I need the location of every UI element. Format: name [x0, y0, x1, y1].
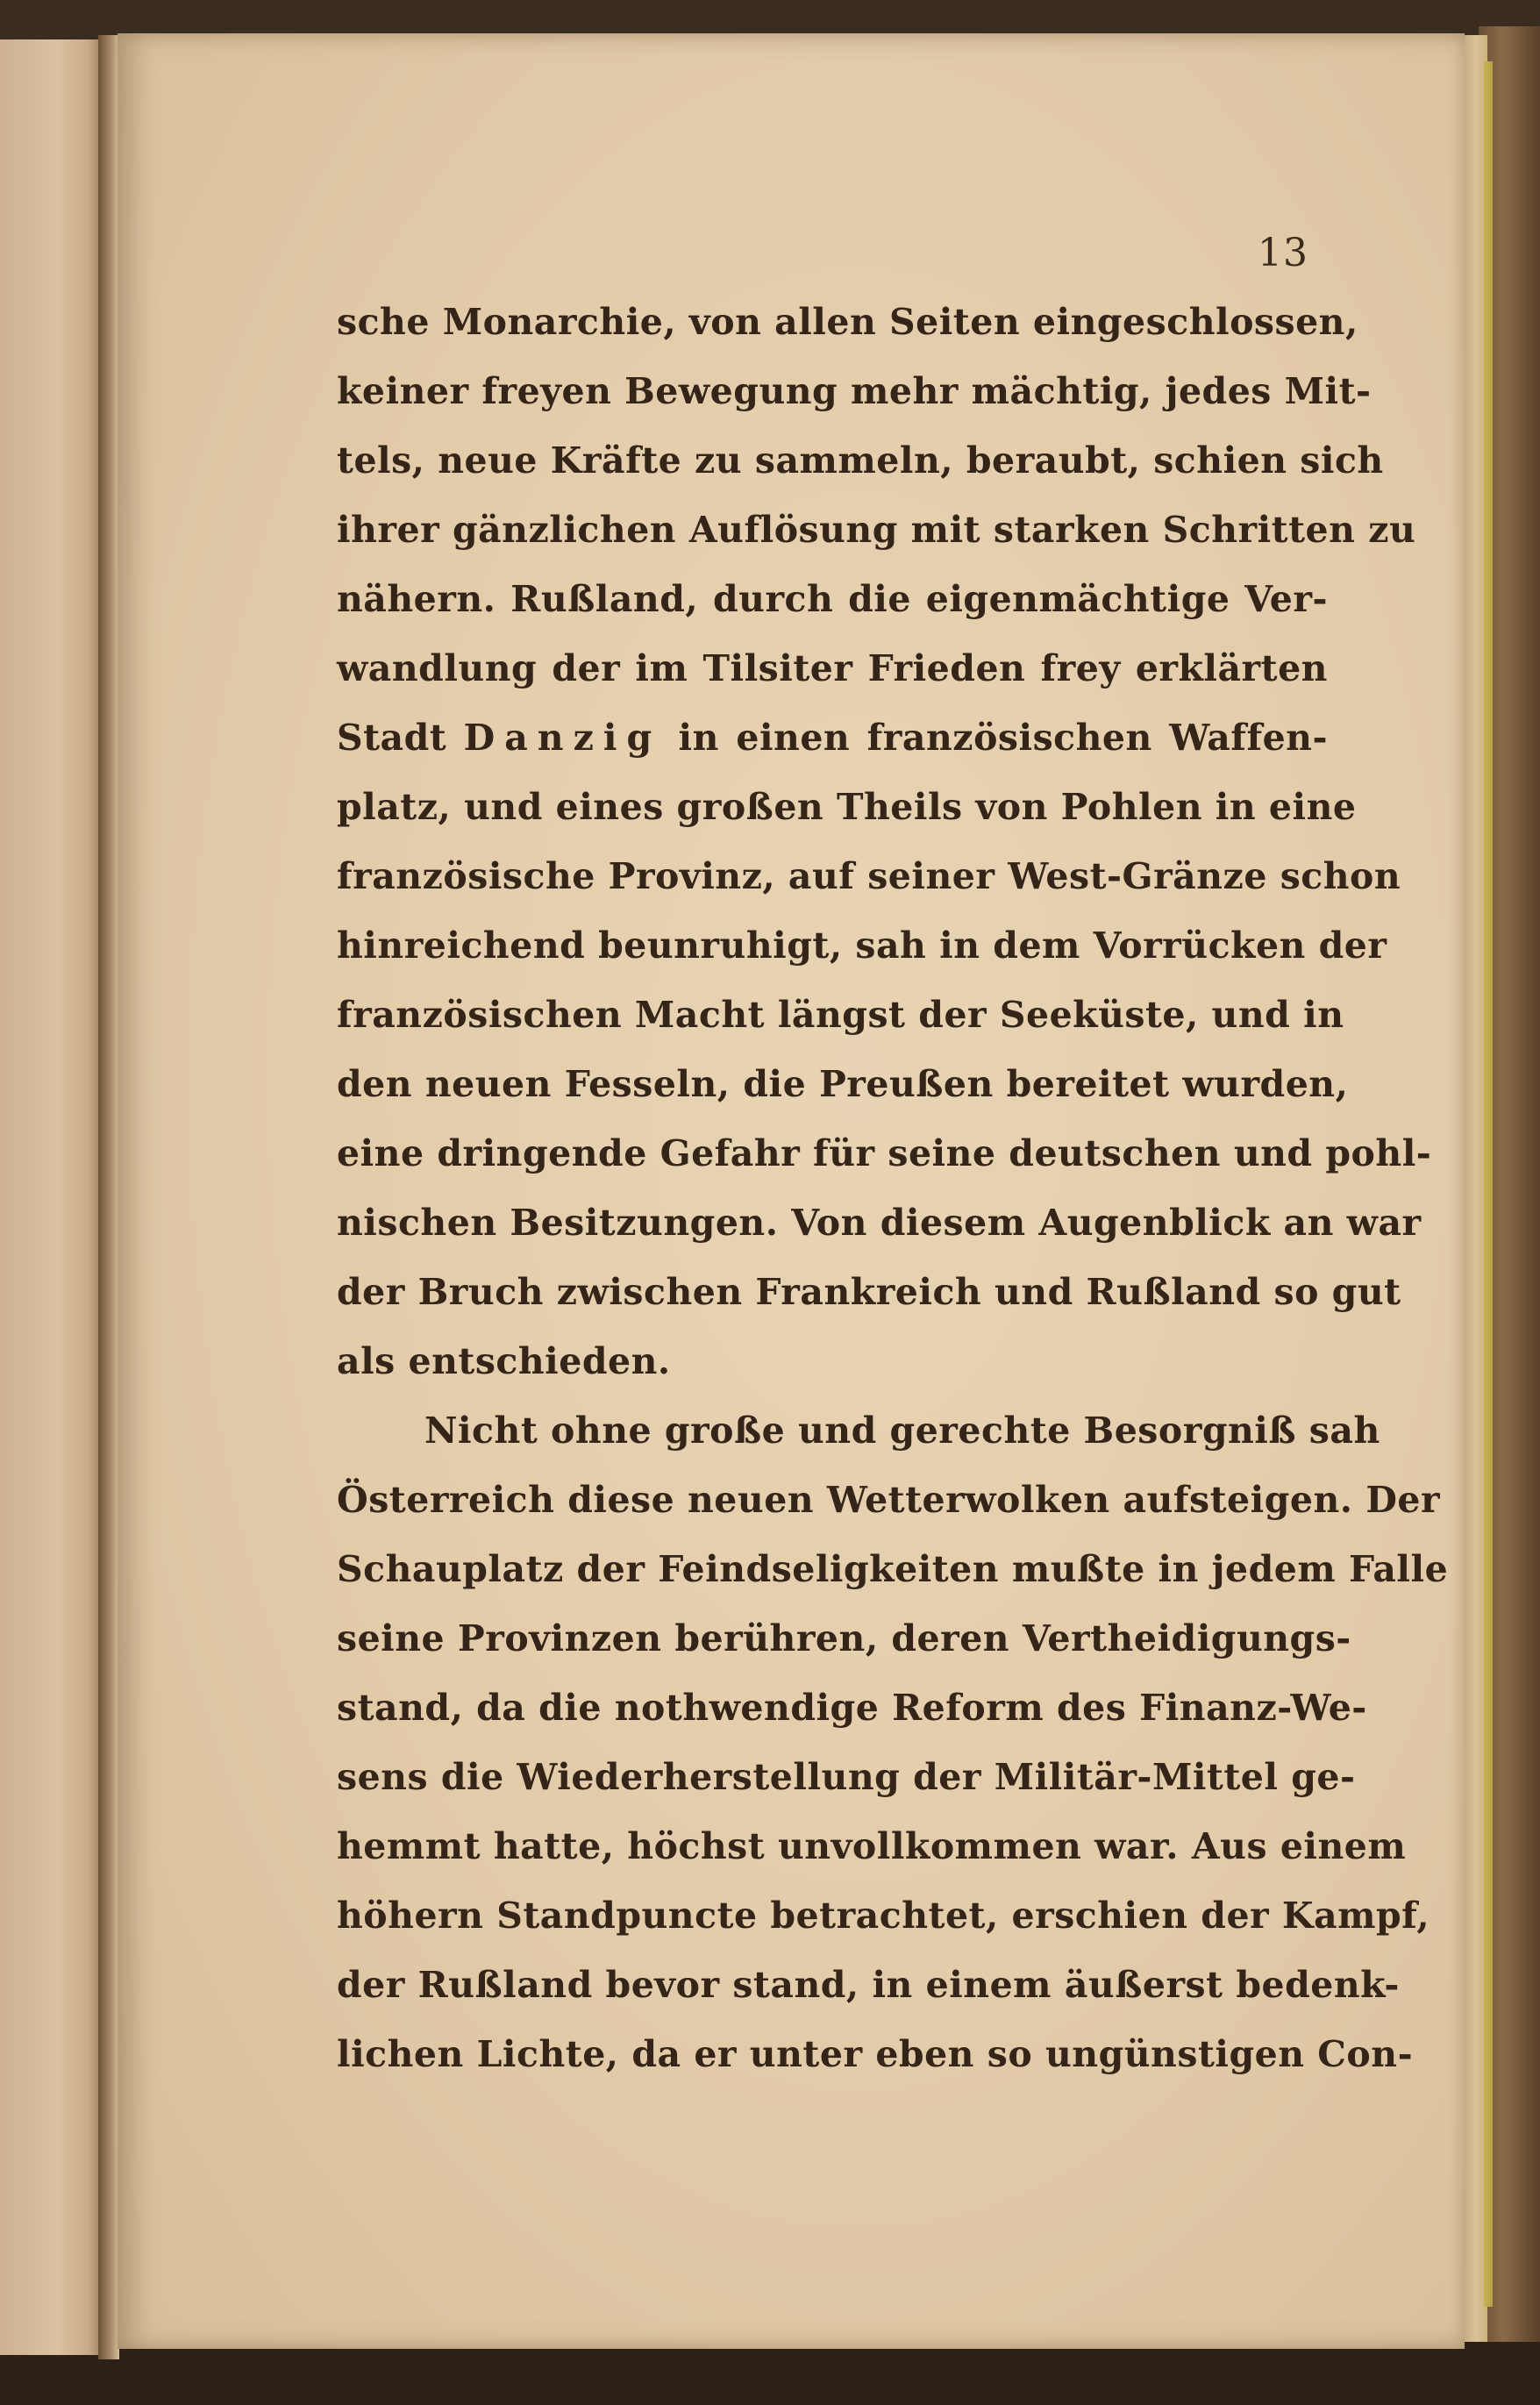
- text-line: wandlung der im Tilsiter Frieden frey erklärten: [337, 647, 1328, 689]
- facing-page-edge: [0, 39, 105, 2355]
- text-line: Nicht ohne große und gerechte Besorgniß sah: [424, 1409, 1380, 1452]
- text-line: nähern. Rußland, durch die eigenmächtige Ver-: [337, 578, 1328, 620]
- text-fragment: Stadt: [337, 717, 464, 759]
- page-number: 13: [1258, 231, 1308, 275]
- text-line: französische Provinz, auf seiner West-Gränze schon: [337, 855, 1401, 897]
- text-line: keiner freyen Bewegung mehr mächtig, jedes Mit-: [337, 370, 1372, 412]
- text-fragment: in einen französischen Waffen-: [661, 717, 1328, 759]
- text-line: hemmt hatte, höchst unvollkommen war. Aus einem: [337, 1825, 1407, 1867]
- text-line: den neuen Fesseln, die Preußen bereitet wurden,: [337, 1063, 1349, 1105]
- spaced-name-danzig: Danzig: [463, 717, 662, 759]
- text-line: nischen Besitzungen. Von diesem Augenblick an war: [337, 1202, 1422, 1244]
- text-line: der Rußland bevor stand, in einem äußerst bedenk-: [337, 1964, 1400, 2006]
- text-line: platz, und eines großen Theils von Pohlen in eine: [337, 786, 1357, 828]
- text-line: eine dringende Gefahr für seine deutschen und pohl-: [337, 1132, 1432, 1174]
- gilt-edge: [1484, 61, 1493, 2307]
- text-line: höhern Standpuncte betrachtet, erschien der Kampf,: [337, 1895, 1430, 1937]
- text-line: Österreich diese neuen Wetterwolken aufsteigen. Der: [337, 1479, 1441, 1521]
- text-line: als entschieden.: [337, 1340, 671, 1382]
- body-text: [337, 288, 1449, 2089]
- spine-gutter: [98, 35, 119, 2359]
- text-line: tels, neue Kräfte zu sammeln, beraubt, schien sich: [337, 439, 1384, 482]
- text-line: sens die Wiederherstellung der Militär-Mittel ge-: [337, 1756, 1356, 1798]
- text-line: hinreichend beunruhigt, sah in dem Vorrücken der: [337, 924, 1387, 967]
- text-line: sche Monarchie, von allen Seiten eingeschlossen,: [337, 301, 1358, 343]
- text-line: französischen Macht längst der Seeküste, und in: [337, 994, 1344, 1036]
- text-line: ihrer gänzlichen Auflösung mit starken Schritten zu: [337, 509, 1416, 551]
- text-line: stand, da die nothwendige Reform des Finanz-We-: [337, 1687, 1367, 1729]
- text-line: der Bruch zwischen Frankreich und Rußland so gut: [337, 1271, 1401, 1313]
- text-line: lichen Lichte, da er unter eben so ungünstigen Con-: [337, 2033, 1414, 2075]
- text-line: Schauplatz der Feindseligkeiten mußte in jedem Falle: [337, 1548, 1449, 1590]
- book-page: [118, 33, 1465, 2349]
- text-line: seine Provinzen berühren, deren Vertheidigungs-: [337, 1617, 1351, 1659]
- text-line: [337, 703, 1328, 773]
